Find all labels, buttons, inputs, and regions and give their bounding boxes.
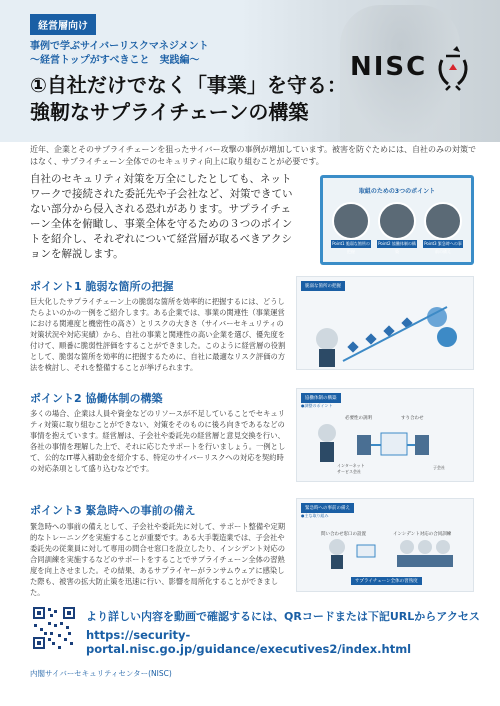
- footer-url-link[interactable]: https://security-portal.nisc.go.jp/guidance/executives2/index.html: [86, 628, 412, 656]
- point3-label: Point3 緊急時への事前の備え: [424, 241, 462, 254]
- intro-body: 自社のセキュリティ対策を万全にしたとしても、ネットワークで接続された委託先や子会社など、対策できていない部分から侵入される恐れがあります。サプライチェーン全体を俯瞰し、事業全体を守るための３つのポイントを紹介し、それぞれについて経営層が取るべきアクションを解説します。: [30, 173, 293, 260]
- point2-body: 多くの場合、企業は人員や資金などのリソースが不足していることでセキュリティ対策に取り組むことができない、対策をそのものに後ろ向きであるなどの事情を抱えています。経営層は、子会社や委託先の経営層と意見交換を行い、各社の事情を理解した上で、それに応じたサポートを行いましょう。一例として、公的なIT導入補助金を紹介する、特定のサイバーリスクへの対応を契約時の対応条項として盛り込むなどです。: [30, 409, 286, 473]
- point1-body: 巨大化したサプライチェーン上の脆弱な箇所を効率的に把握するには、どうしたらよいのかの一例をご紹介します。ある企業では、事業の関連性（事業運営における関連度と機密性の高さ）とリスクの大きさ（サイバーセキュリティの対策状況や対応実績）から、自社の事業と関連性の高い企業を選び、優先度を付けて、順番に脆弱性評価をすることができました。このように経営層の役割として、脆弱な箇所を効率的に把握するために、自社に最適なリスク評価の方法を検討し、それを整備することが挙げられます。: [30, 297, 286, 372]
- point2-label-explain: 必要性の説明: [345, 416, 372, 421]
- point3-tag-sub: ●主な取り組み: [301, 513, 329, 518]
- point2-label-align: すり合わせ: [401, 416, 424, 421]
- point1-illustration: [296, 276, 474, 370]
- training-icon: [297, 499, 474, 592]
- intro-paragraph: 近年、企業とそのサプライチェーンを狙ったサイバー攻撃の事例が増加しています。被害を防ぐためには、自社のみの対策ではなく、サプライチェーン全体でのセキュリティ向上に取り組むことが必要です。: [30, 145, 476, 166]
- point2-illustration: [296, 388, 474, 482]
- three-points-image: [320, 175, 474, 265]
- point1-label: Point1 脆弱な箇所の把握: [332, 241, 370, 254]
- handshake-icon: [297, 389, 474, 482]
- point2-title: ポイント2 協働体制の構築: [30, 392, 163, 405]
- title-line1: ①自社だけでなく「事業」を守る：: [30, 73, 347, 97]
- point2-label-service: サービス会社: [337, 469, 361, 474]
- subtitle-line2: 〜経営トップがすべきこと 実践編〜: [30, 55, 200, 66]
- logo-text: NISC: [350, 52, 428, 82]
- audience-badge: 経営層向け: [30, 14, 96, 35]
- page-title: [30, 72, 347, 126]
- point3-label-maturity: サプライチェーン全体の習熟度: [351, 577, 422, 585]
- point2-photo: [378, 202, 416, 240]
- point2-label: Point2 協働体制の構築: [378, 241, 416, 254]
- subtitle-line1: 事例で学ぶサイバーリスクマネジメント: [30, 41, 209, 52]
- point1-tag: 脆弱な箇所の把握: [301, 281, 345, 291]
- point3-label-drill: インシデント対応の合同訓練: [393, 532, 452, 537]
- title-line2: 強靭なサプライチェーンの構築: [30, 100, 309, 124]
- organization-name: 内閣サイバーセキュリティセンター(NISC): [30, 669, 172, 678]
- point3-title: ポイント3 緊急時への事前の備え: [30, 504, 196, 517]
- footer-instruction: より詳しい内容を動画で確認するには、QRコードまたは下記URLからアクセス: [86, 610, 480, 623]
- point3-illustration: [296, 498, 474, 592]
- series-subtitle: [30, 40, 209, 68]
- three-points-caption: 取組のための3つのポイント: [358, 188, 436, 195]
- point2-label-subsidiary: 子会社: [433, 465, 445, 470]
- point1-photo: [332, 202, 370, 240]
- point2-tag-sub: ●調整のポイント: [301, 403, 333, 408]
- point1-title: ポイント1 脆弱な箇所の把握: [30, 280, 174, 293]
- header-banner: [0, 0, 500, 142]
- point2-tag: 協働体制の構築: [301, 393, 341, 403]
- nisc-mark-icon: [434, 44, 472, 92]
- point3-label-desk: 問い合わせ窓口の設置: [321, 532, 366, 537]
- point2-label-internet: インターネット: [337, 463, 365, 468]
- nisc-logo: [350, 50, 470, 90]
- point3-tag: 緊急時への事前の備え: [301, 503, 354, 513]
- point3-body: 緊急時への事前の備えとして、子会社や委託先に対して、サポート整備や定期的なトレーニングを実施することが重要です。ある大手製造業では、子会社や委託先の従業員に対して専用の問合せ窓口を設立したり、インシデント対応の合同訓練を実施するなどのサポートをすることでサプライチェーン全体の習熟度を向上させました。その結果、あるサプライヤーがランサムウェアに感染した際も、被害の拡大防止策を迅速に行い、影響を局所化することができました。: [30, 522, 286, 597]
- qr-code-icon[interactable]: [32, 606, 76, 650]
- point3-photo: [424, 202, 462, 240]
- analysis-chart-icon: [297, 277, 474, 370]
